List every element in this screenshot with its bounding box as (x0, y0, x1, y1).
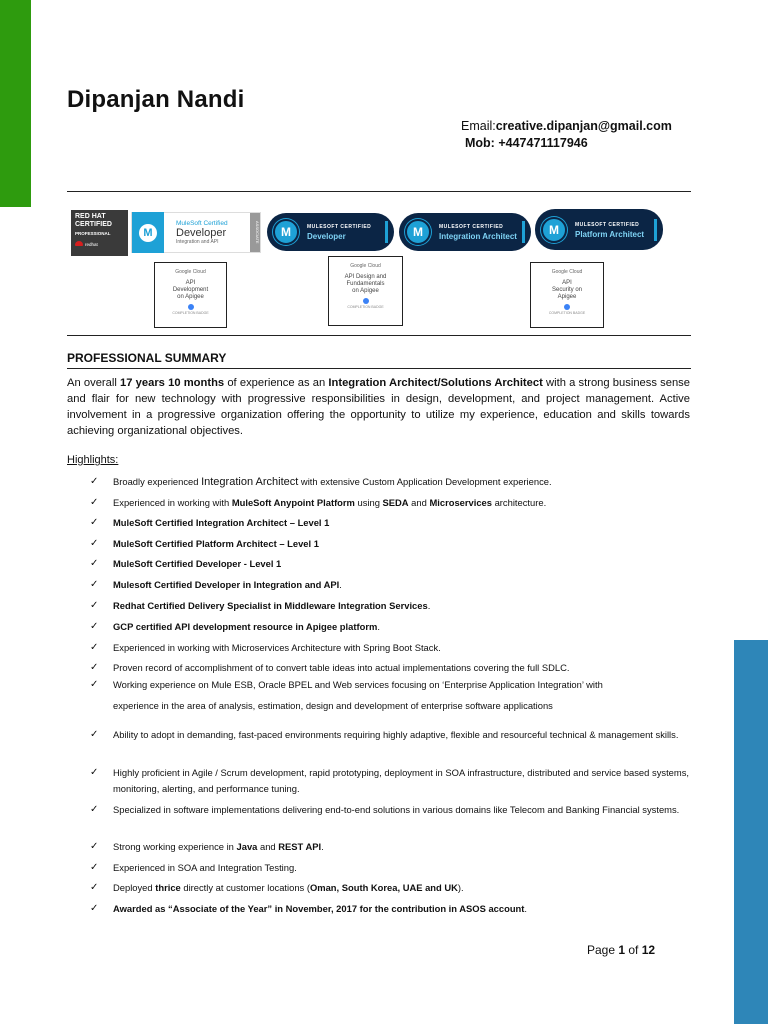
contact-block (461, 118, 672, 152)
mulesoft-logo (132, 212, 164, 253)
check-icon: ✓ (90, 882, 99, 893)
check-icon: ✓ (90, 862, 99, 873)
check-icon: ✓ (90, 476, 99, 487)
green-accent-bar (0, 0, 31, 207)
email-line (461, 118, 672, 135)
check-icon: ✓ (90, 558, 99, 569)
pill-top-text: MULESOFT CERTIFIED (575, 221, 640, 228)
candidate-name: Dipanjan Nandi (67, 86, 245, 113)
google-apigee-security-badge (530, 262, 604, 328)
badge-footer: COMPLETION BADGE (172, 311, 209, 315)
redhat-line1: RED HAT (75, 213, 106, 220)
mule-dev-side-tab: ASSOCIATE (250, 213, 260, 252)
pill-top-text: MULESOFT CERTIFIED (439, 224, 504, 230)
mobile-line (461, 135, 672, 152)
redhat-line2: CERTIFIED (75, 221, 112, 228)
google-apigee-design-badge (328, 256, 403, 326)
mule-dev-line1: MuleSoft Certified (176, 220, 228, 227)
email-label: Email: (461, 119, 496, 133)
badge-title: API Security on Apigee (551, 280, 582, 300)
badge-check-icon (188, 304, 194, 310)
redhat-certified-badge (71, 210, 128, 256)
google-apigee-dev-badge (154, 262, 227, 328)
check-icon: ✓ (90, 517, 99, 528)
google-cloud-brand: Google Cloud (175, 269, 206, 275)
check-icon: ✓ (90, 662, 99, 673)
mulesoft-platform-architect-badge (535, 209, 663, 250)
divider-badges (67, 335, 691, 336)
page-number: Page 1 of 12 (587, 943, 656, 957)
badge-title: API Design and Fundamentals on Apigee (344, 274, 387, 294)
summary-paragraph: An overall 17 years 10 months of experience as an Integration Architect/Solutions Architect with a strong business sense and flair for new technology with progressive responsibilities in design, development, and project management. Active involvement in a progressive organization offering the opportunity to utilize my experience, education and skills towards achieving organizational objectives. (67, 377, 690, 437)
check-icon: ✓ (90, 804, 99, 815)
redhat-hat-icon (75, 241, 83, 246)
badge-check-icon (363, 298, 369, 304)
check-icon: ✓ (90, 642, 99, 653)
mulesoft-integration-architect-badge (399, 213, 531, 251)
pill-level-stripe (654, 219, 657, 241)
check-icon: ✓ (90, 600, 99, 611)
check-icon: ✓ (90, 497, 99, 508)
badge-title: API Development on Apigee (172, 280, 209, 300)
check-icon: ✓ (90, 841, 99, 852)
pill-title: Developer (307, 232, 346, 241)
mulesoft-developer-level1-badge (267, 213, 394, 251)
check-icon: ✓ (90, 729, 99, 740)
mulesoft-developer-badge (131, 212, 261, 253)
mule-dev-line2: Developer (176, 227, 227, 239)
check-icon: ✓ (90, 679, 99, 690)
badge-footer: COMPLETION BADGE (548, 311, 586, 315)
mule-dev-line3: Integration and API (176, 239, 219, 245)
section-title: PROFESSIONAL SUMMARY (67, 351, 227, 365)
mobile-label: Mob: (465, 136, 495, 150)
pill-title: Platform Architect (575, 229, 645, 239)
highlights-heading: Highlights: (67, 454, 119, 466)
check-icon: ✓ (90, 621, 99, 632)
blue-accent-bar (734, 640, 768, 1024)
email-value[interactable]: creative.dipanjan@gmail.com (495, 119, 672, 133)
badge-footer: COMPLETION BADGE (347, 305, 384, 309)
redhat-logo-text: redhat (84, 242, 98, 247)
mulesoft-m-icon: M (273, 219, 299, 245)
pill-top-text: MULESOFT CERTIFIED (307, 224, 372, 230)
check-icon: ✓ (90, 579, 99, 590)
pill-level-stripe (522, 221, 525, 243)
pill-title: Integration Architect (439, 232, 517, 241)
badge-check-icon (564, 304, 570, 310)
check-icon: ✓ (90, 903, 99, 914)
mulesoft-m-icon: M (541, 217, 567, 243)
mulesoft-m-icon: M (405, 219, 431, 245)
redhat-line3: PROFESSIONAL (75, 231, 111, 236)
check-icon: ✓ (90, 538, 99, 549)
mobile-value: +447471117946 (498, 136, 588, 150)
mulesoft-m-icon: M (139, 224, 157, 242)
divider-top (67, 191, 691, 192)
google-cloud-brand: Google Cloud (350, 263, 381, 269)
google-cloud-brand: Google Cloud (551, 269, 583, 275)
check-icon: ✓ (90, 767, 99, 778)
divider-section (67, 368, 691, 369)
pill-level-stripe (385, 221, 388, 243)
